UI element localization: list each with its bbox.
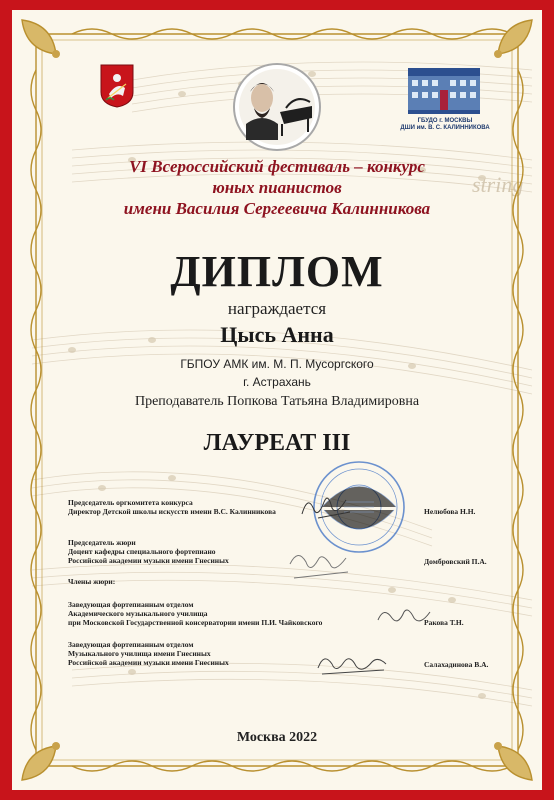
svg-text:string: string [472,172,524,197]
recipient-name: Цысь Анна [220,322,334,347]
jury-chair-role-1: Председатель жюри [68,538,136,547]
award-title: ЛАУРЕАТ III [203,430,351,456]
festival-line-3: имени Василия Сергеевича Калинникова [123,199,431,218]
org-chair-block [68,498,276,516]
org-chair-role-1: Председатель оргкомитета конкурса [68,498,193,507]
institution-line-1: ГБУДО г. МОСКВЫ [417,118,473,124]
institution-line-2: ДШИ им. В. С. КАЛИННИКОВА [400,125,490,131]
signature-org-chair [298,488,358,524]
diploma-paper [12,10,542,790]
city-name: г. Астрахань [243,375,311,389]
jury-chair-block [68,538,229,565]
member-2-role-1: Заведующая фортепианным отделом [68,640,194,649]
member-1-role-2: Академического музыкального училища [68,609,208,618]
festival-line-2: юных пианистов [212,178,342,197]
festival-line-1: VI Всероссийский фестиваль – конкурс [129,157,425,176]
awarded-label: награждается [227,299,327,318]
member-2-role-3: Российской академии музыки имени Гнесиных [68,658,229,667]
member-1-role-1: Заведующая фортепианным отделом [68,600,194,609]
org-chair-role-2: Директор Детской школы искусств имени В.С. Калинникова [68,507,276,516]
jury-chair-role-2: Доцент кафедры специального фортепиано [68,547,216,556]
school-building-logo-icon [404,64,484,116]
signature-member-2 [312,650,392,680]
school-name: ГБПОУ АМК им. М. П. Мусоргского [180,357,374,371]
composer-portrait-medallion [232,62,322,152]
institution-name [390,118,500,132]
jury-chair-name: Домбровский П.А. [424,557,487,566]
member-1-name: Ракова Т.Н. [424,618,464,627]
jury-chair-role-3: Российской академии музыки имени Гнесиных [68,556,229,565]
place-and-year: Москва 2022 [236,730,318,745]
member-1-role-3: при Московской Государственной консерватории имени П.И. Чайковского [68,618,323,627]
teacher-name: Преподаватель Попкова Татьяна Владимировна [134,394,420,409]
moscow-coat-of-arms-icon [100,64,134,108]
member-2-block [68,640,229,667]
member-2-role-2: Музыкального училища имени Гнесиных [68,649,211,658]
diploma-title: ДИПЛОМ [170,247,384,296]
member-2-name: Салахадинова В.А. [424,660,489,669]
member-1-block [68,600,322,627]
signature-jury-chair [284,544,354,584]
jury-members-label: Члены жюри: [68,577,116,586]
org-chair-name: Нелюбова Н.Н. [424,507,476,516]
festival-title [52,156,502,219]
